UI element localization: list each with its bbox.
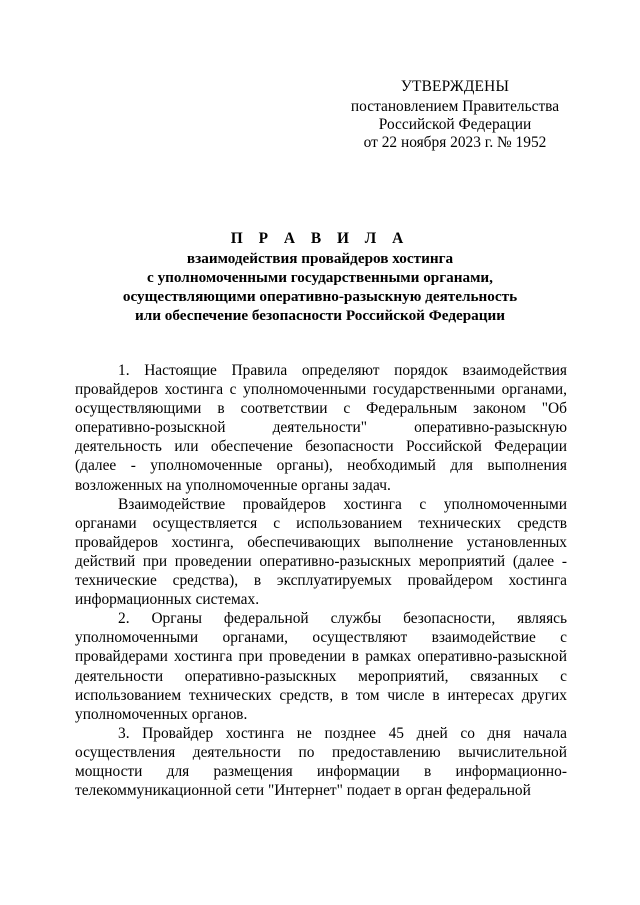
- approval-line-3: от 22 ноября 2023 г. № 1952: [363, 134, 547, 151]
- paragraph-1: 1. Настоящие Правила определяют порядок взаимодействия провайдеров хостинга с уполномоченными государственными органами, осуществляющими в соответствии с Федеральным законом "Об оперативно-розыскной деятельности" оперативно-разыскную деятельность или обеспечение безопасности Российской Федерации (далее - уполномоченные органы), необходимый для выполнения возложенных на уполномоченные органы задач.: [75, 362, 567, 494]
- subtitle-line-4: или обеспечение безопасности Российской Федерации: [134, 307, 506, 324]
- document-title: П Р А В И Л А: [230, 230, 410, 247]
- paragraph-2: Взаимодействие провайдеров хостинга с уполномоченными органами осуществляется с использованием технических средств провайдеров хостинга, обеспечивающих выполнение установленных действий при проведении оперативно-разыскных мероприятий (далее - технические средства), в эксплуатируемых провайдером хостинга информационных системах.: [75, 495, 567, 609]
- subtitle-line-3: осуществляющими оперативно-разыскную деятельность: [122, 288, 518, 305]
- subtitle-line-2: с уполномоченными государственными органами,: [147, 269, 493, 286]
- approval-line-1: постановлением Правительства: [350, 98, 560, 115]
- document-subtitle: [60, 249, 580, 325]
- paragraph-3: 2. Органы федеральной службы безопасности, являясь уполномоченными органами, осуществляют взаимодействие с провайдерами хостинга при проведении в рамках оперативно-разыскной деятельности оперативно-разыскных мероприятий, связанных с использованием технических средств, в том числе в интересах других уполномоченных органов.: [75, 610, 567, 723]
- paragraph-4: 3. Провайдер хостинга не позднее 45 дней со дня начала осуществления деятельности по предоставлению вычислительной мощности для размещения информации в информационно-телекоммуникационной сети "Интернет" подает в орган федеральной: [75, 724, 567, 800]
- approval-heading: УТВЕРЖДЕНЫ: [400, 78, 510, 95]
- subtitle-line-1: взаимодействия провайдеров хостинга: [186, 250, 454, 267]
- document-body: [75, 361, 567, 800]
- approval-line-2: Российской Федерации: [378, 116, 532, 133]
- approval-stamp: [340, 78, 570, 152]
